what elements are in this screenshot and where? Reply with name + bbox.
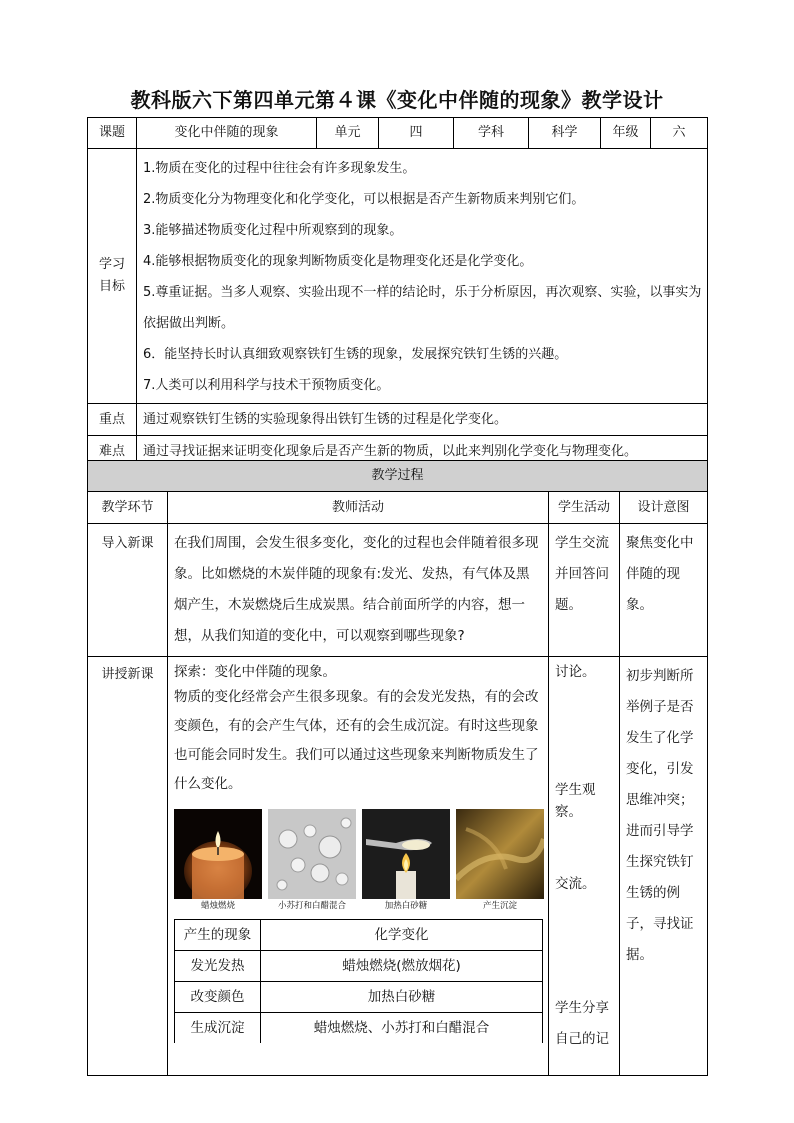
student-share: 学生分享自己的记 xyxy=(555,1000,609,1047)
photo-sugar xyxy=(362,809,450,911)
objective-item: 5.尊重证据。当多人观察、实验出现不一样的结论时，乐于分析原因，再次观察、实验，以事实为依据做出判断。 xyxy=(143,285,702,331)
chemical-change-col-header: 化学变化 xyxy=(261,920,543,951)
photo-precipitate xyxy=(456,809,544,911)
subject-value: 科学 xyxy=(529,118,601,149)
teaching-process-table xyxy=(87,460,708,1076)
grade-value: 六 xyxy=(651,118,708,149)
photo-strip xyxy=(174,799,542,911)
objective-item: 1.物质在变化的过程中往往会有许多现象发生。 xyxy=(143,161,416,176)
objective-item: 4.能够根据物质变化的现象判断物质变化是物理变化还是化学变化。 xyxy=(143,254,533,269)
photo-caption: 加热白砂糖 xyxy=(384,901,428,911)
bubbles-image xyxy=(268,809,356,899)
phenomenon-cell: 发光发热 xyxy=(175,951,261,982)
key-point-text: 通过观察铁钉生锈的实验现象得出铁钉生锈的过程是化学变化。 xyxy=(137,404,708,436)
candle-image xyxy=(174,809,262,899)
student-observe: 学生观察。 xyxy=(555,782,596,820)
topic-value: 变化中伴随的现象 xyxy=(137,118,317,149)
objective-item: 6．能坚持长时认真细致观察铁钉生锈的现象，发展探究铁钉生锈的兴趣。 xyxy=(143,347,568,362)
lecture-stage: 讲授新课 xyxy=(88,657,168,1076)
subject-label: 学科 xyxy=(454,118,529,149)
lecture-explanation: 物质的变化经常会产生很多现象。有的会发光发热，有的会改变颜色，有的会产生气体，还有的会生成沉淀。有时这些现象也可能会同时发生。我们可以通过这些现象来判断物质发生了什么变化。 xyxy=(174,689,539,792)
student-discuss: 讨论。 xyxy=(555,664,596,680)
topic-label: 课题 xyxy=(88,118,137,149)
process-heading: 教学过程 xyxy=(88,461,708,492)
lesson-info-table xyxy=(87,117,708,468)
lecture-design-intent: 初步判断所举例子是否发生了化学变化，引发思维冲突；进而引导学生探究铁钉生锈的例子，寻找证据。 xyxy=(620,657,708,1076)
example-cell: 加热白砂糖 xyxy=(261,982,543,1013)
example-cell: 蜡烛燃烧、小苏打和白醋混合 xyxy=(261,1013,543,1044)
difficulty-text: 通过寻找证据来证明变化现象后是否产生新的物质，以此来判别化学变化与物理变化。 xyxy=(137,436,708,468)
objective-item: 2.物质变化分为物理变化和化学变化，可以根据是否产生新物质来判别它们。 xyxy=(143,192,585,207)
objectives-label-line2: 目标 xyxy=(98,279,125,294)
photo-baking-soda xyxy=(268,809,356,911)
photo-caption: 蜡烛燃烧 xyxy=(200,901,235,911)
phenomena-table xyxy=(174,919,543,1043)
col-stage-header: 教学环节 xyxy=(88,492,168,524)
precipitate-image xyxy=(456,809,544,899)
unit-label: 单元 xyxy=(317,118,379,149)
photo-caption: 产生沉淀 xyxy=(482,901,517,911)
difficulty-label: 难点 xyxy=(88,436,137,468)
unit-value: 四 xyxy=(379,118,454,149)
example-cell: 蜡烛燃烧(燃放烟花) xyxy=(261,951,543,982)
phenomenon-cell: 生成沉淀 xyxy=(175,1013,261,1044)
col-intent-header: 设计意图 xyxy=(620,492,708,524)
phenomena-col-header: 产生的现象 xyxy=(175,920,261,951)
lecture-student-activity xyxy=(549,657,620,1076)
objective-item: 3.能够描述物质变化过程中所观察到的现象。 xyxy=(143,223,403,238)
col-student-header: 学生活动 xyxy=(549,492,620,524)
key-point-label: 重点 xyxy=(88,404,137,436)
lecture-teacher-activity xyxy=(168,657,549,1076)
grade-label: 年级 xyxy=(601,118,651,149)
photo-candle xyxy=(174,809,262,911)
objective-item: 7.人类可以利用科学与技术干预物质变化。 xyxy=(143,378,390,393)
student-exchange: 交流。 xyxy=(555,876,596,892)
document-title: 教科版六下第四单元第４课《变化中伴随的现象》教学设计 xyxy=(130,88,664,112)
sugar-image xyxy=(362,809,450,899)
intro-stage: 导入新课 xyxy=(88,524,168,657)
phenomenon-cell: 改变颜色 xyxy=(175,982,261,1013)
intro-design-intent: 聚焦变化中伴随的现象。 xyxy=(620,524,708,657)
objectives-list xyxy=(137,149,708,404)
objectives-label xyxy=(88,149,137,404)
intro-teacher-activity: 在我们周围，会发生很多变化，变化的过程也会伴随着很多现象。比如燃烧的木炭伴随的现象有:发光、发热，有气体及黑烟产生，木炭燃烧后生成炭黑。结合前面所学的内容，想一想，从我们知道的变化中，可以观察到哪些现象? xyxy=(168,524,549,657)
objectives-label-line1: 学习 xyxy=(98,257,125,273)
intro-student-activity: 学生交流并回答问题。 xyxy=(549,524,620,657)
col-teacher-header: 教师活动 xyxy=(168,492,549,524)
photo-caption: 小苏打和白醋混合 xyxy=(277,901,346,911)
lecture-explore-title: 探索：变化中伴随的现象。 xyxy=(174,664,336,680)
